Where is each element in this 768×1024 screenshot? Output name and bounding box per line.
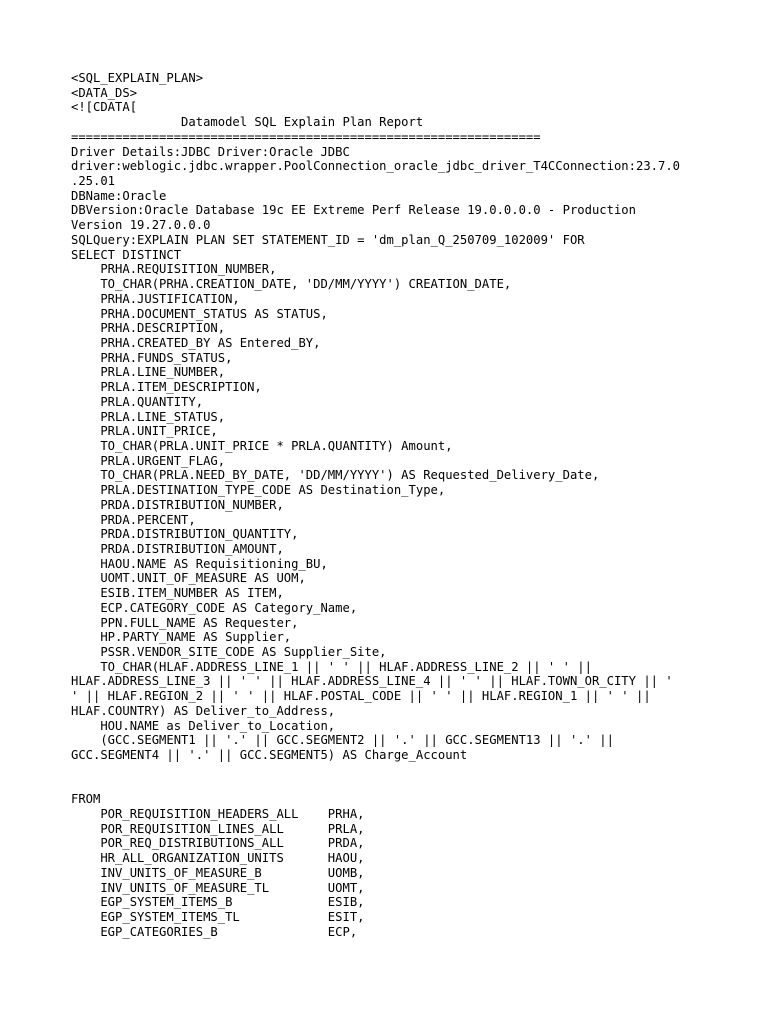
document-line: HR_ALL_ORGANIZATION_UNITS HAOU, (71, 851, 365, 866)
document-line: PSSR.VENDOR_SITE_CODE AS Supplier_Site, (71, 645, 387, 660)
document-line: Datamodel SQL Explain Plan Report (71, 115, 424, 130)
document-line: Version 19.27.0.0.0 (71, 218, 211, 233)
document-line: FROM (71, 792, 101, 807)
document-line: <![CDATA[ (71, 100, 138, 115)
document-line (71, 763, 731, 778)
document-line: PRHA.DOCUMENT_STATUS AS STATUS, (71, 306, 328, 321)
document-line: PPN.FULL_NAME AS Requester, (71, 615, 299, 630)
document-line: PRHA.CREATED_BY AS Entered_BY, (71, 335, 321, 350)
document-line: .25.01 (71, 174, 116, 189)
document-line: TO_CHAR(HLAF.ADDRESS_LINE_1 || ' ' || HLAF.ADDRESS_LINE_2 || ' ' || (71, 659, 592, 674)
sql-explain-plan-text (71, 71, 731, 939)
document-line: TO_CHAR(PRLA.NEED_BY_DATE, 'DD/MM/YYYY') AS Requested_Delivery_Date, (71, 468, 600, 483)
document-line: EGP_CATEGORIES_B ECP, (71, 924, 358, 939)
document-line: TO_CHAR(PRHA.CREATION_DATE, 'DD/MM/YYYY') CREATION_DATE, (71, 277, 512, 292)
document-line: (GCC.SEGMENT1 || '.' || GCC.SEGMENT2 || '.' || GCC.SEGMENT13 || '.' || (71, 733, 614, 748)
document-line: DBVersion:Oracle Database 19c EE Extreme Perf Release 19.0.0.0.0 - Production (71, 203, 636, 218)
document-line: PRDA.DISTRIBUTION_AMOUNT, (71, 542, 284, 556)
document-line: EGP_SYSTEM_ITEMS_B ESIB, (71, 895, 365, 910)
document-line: GCC.SEGMENT4 || '.' || GCC.SEGMENT5) AS Charge_Account (71, 748, 468, 763)
document-line: HAOU.NAME AS Requisitioning_BU, (71, 556, 328, 571)
document-line: PRLA.DESTINATION_TYPE_CODE AS Destination_Type, (71, 483, 446, 498)
document-line: HLAF.ADDRESS_LINE_3 || ' ' || HLAF.ADDRESS_LINE_4 || ' ' || HLAF.TOWN_OR_CITY || ' (71, 674, 673, 689)
document-line: driver:weblogic.jdbc.wrapper.PoolConnection_oracle_jdbc_driver_T4CConnection:23.7.0 (71, 159, 681, 174)
document-line: HLAF.COUNTRY) AS Deliver_to_Address, (71, 703, 336, 718)
document-line: HOU.NAME as Deliver_to_Location, (71, 718, 336, 733)
document-line: PRDA.DISTRIBUTION_NUMBER, (71, 497, 284, 512)
document-line: PRDA.DISTRIBUTION_QUANTITY, (71, 527, 299, 542)
document-line: PRLA.UNIT_PRICE, (71, 424, 218, 439)
document-line: ECP.CATEGORY_CODE AS Category_Name, (71, 600, 358, 615)
document-line: INV_UNITS_OF_MEASURE_B UOMB, (71, 865, 365, 880)
document-line: UOMT.UNIT_OF_MEASURE AS UOM, (71, 571, 306, 586)
document-line: PRLA.LINE_NUMBER, (71, 365, 226, 380)
document-line: SQLQuery:EXPLAIN PLAN SET STATEMENT_ID = 'dm_plan_Q_250709_102009' FOR (71, 232, 585, 247)
document-line: PRHA.FUNDS_STATUS, (71, 350, 233, 365)
document-line: DBName:Oracle (71, 188, 167, 203)
document-page (71, 71, 731, 939)
document-line: Driver Details:JDBC Driver:Oracle JDBC (71, 144, 350, 159)
document-line: PRHA.REQUISITION_NUMBER, (71, 262, 277, 277)
document-line: ESIB.ITEM_NUMBER AS ITEM, (71, 586, 284, 601)
document-line: ' || HLAF.REGION_2 || ' ' || HLAF.POSTAL_CODE || ' ' || HLAF.REGION_1 || ' ' || (71, 689, 651, 704)
document-line: EGP_SYSTEM_ITEMS_TL ESIT, (71, 909, 365, 924)
document-line: ================================================================ (71, 129, 541, 144)
document-line: PRHA.DESCRIPTION, (71, 321, 226, 336)
document-line: POR_REQUISITION_LINES_ALL PRLA, (71, 821, 365, 836)
document-line: <SQL_EXPLAIN_PLAN> (71, 71, 204, 85)
document-line: HP.PARTY_NAME AS Supplier, (71, 630, 292, 645)
document-line: <DATA_DS> (71, 85, 138, 100)
document-line: PRLA.URGENT_FLAG, (71, 453, 226, 468)
document-line: PRDA.PERCENT, (71, 512, 196, 527)
document-line: INV_UNITS_OF_MEASURE_TL UOMT, (71, 880, 365, 895)
document-line: PRLA.ITEM_DESCRIPTION, (71, 380, 262, 395)
document-line: PRHA.JUSTIFICATION, (71, 291, 240, 306)
document-line (71, 778, 731, 793)
document-line: PRLA.LINE_STATUS, (71, 409, 226, 424)
document-line: SELECT DISTINCT (71, 247, 182, 262)
document-line: TO_CHAR(PRLA.UNIT_PRICE * PRLA.QUANTITY) Amount, (71, 438, 453, 453)
document-line: POR_REQUISITION_HEADERS_ALL PRHA, (71, 806, 365, 821)
document-line: POR_REQ_DISTRIBUTIONS_ALL PRDA, (71, 836, 365, 851)
document-line: PRLA.QUANTITY, (71, 394, 204, 409)
